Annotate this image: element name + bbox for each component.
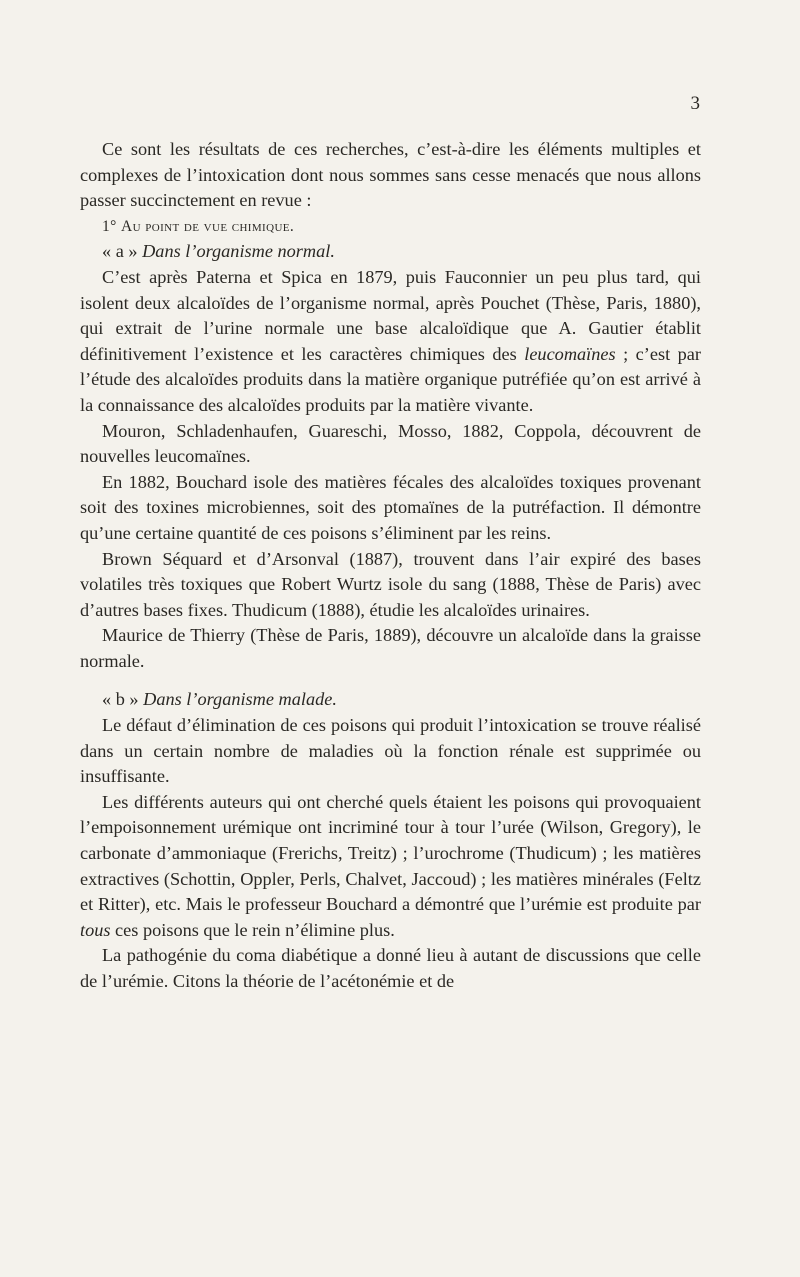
paragraph-coma-diabetique: La pathogénie du coma diabétique a donné lieu à autant de discussions que celle de l’urémie. Citons la théorie de l’acétonémie et de [80, 945, 701, 991]
paragraph-defaut-elimination: Le défaut d’élimination de ces poisons qui produit l’intoxication se trouve réalisé dans un certain nombre de maladies où la fonction rénale est supprimée ou insuffisante. [80, 715, 701, 787]
subheading-b-title: Dans l’organisme malade. [143, 689, 337, 710]
paragraph-brown-sequard: Brown Séquard et d’Arsonval (1887), trouvent dans l’air expiré des bases volatiles très toxiques que Robert Wurtz isole du sang (1888, Thèse de Paris) avec d’autres bases fixes. Thudicum (1888), étudie les alcaloïdes urinaires. [80, 548, 701, 620]
paragraph-mouron: Mouron, Schladenhaufen, Guareschi, Mosso, 1882, Coppola, découvrent de nouvelles leucomaïnes. [80, 420, 701, 467]
subheading-a [80, 239, 701, 265]
section-title: Au point de vue chimique. [121, 217, 295, 235]
paragraph-maurice-de-thierry: Maurice de Thierry (Thèse de Paris, 1889), découvre un alcaloïde dans la graisse normale. [80, 625, 701, 671]
subheading-a-marker: « a » [102, 241, 143, 262]
page-number: 3 [690, 93, 700, 114]
subheading-a-title: Dans l’organisme normal. [142, 241, 335, 262]
leucomaines-italic: leucomaïnes [524, 343, 616, 364]
paragraph-auteurs-text-2: ces poisons que le rein n’élimine plus. [110, 919, 395, 940]
paragraph-paterna [80, 265, 701, 419]
subheading-b [80, 687, 701, 713]
section-heading [80, 214, 701, 240]
paragraph-paterna-text-2: ; c’est par l’étude des alcaloïdes produits dans la matière organique putréfiée qu’on est arrivé à la connaissance des alcaloïdes produits par la matière vivante. [80, 343, 701, 415]
body-text [80, 137, 701, 995]
paragraph-bouchard-1882: En 1882, Bouchard isole des matières fécales des alcaloïdes toxiques provenant soit des toxines microbiennes, soit des ptomaïnes de la putréfaction. Il démontre qu’une certaine quantité de ces poisons s’éliminent par les reins. [80, 471, 701, 543]
tous-italic: tous [80, 919, 111, 940]
paragraph-differents-auteurs [80, 790, 701, 944]
paragraph-paterna-text-1: C’est après Paterna et Spica en 1879, puis Fauconnier un peu plus tard, qui isolent deux alcaloïdes de l’organisme normal, après Pouchet (Thèse, Paris, 1880), qui extrait de l’urine normale une base alcaloïdique que A. Gautier établit définitivement l’existence et les caractères chimiques des [80, 266, 701, 364]
paragraph-auteurs-text-1: Les différents auteurs qui ont cherché quels étaient les poisons qui provoquaient l’empoisonnement urémique ont incriminé tour à tour l’urée (Wilson, Gregory), le carbonate d’ammoniaque (Frerichs, Treitz) ; l’urochrome (Thudicum) ; les matières extractives (Schottin, Oppler, Perls, Chalvet, Jaccoud) ; les matières minérales (Feltz et Ritter), etc. Mais le professeur Bouchard a démontré que l’urémie est produite par [80, 791, 701, 915]
subheading-b-marker: « b » [102, 689, 144, 710]
section-number: 1° [102, 217, 122, 235]
intro-paragraph: Ce sont les résultats de ces recherches, c’est-à-dire les éléments multiples et complexes de l’intoxication dont nous sommes sans cesse menacés que nous allons passer succinctement en revue : [80, 139, 701, 211]
